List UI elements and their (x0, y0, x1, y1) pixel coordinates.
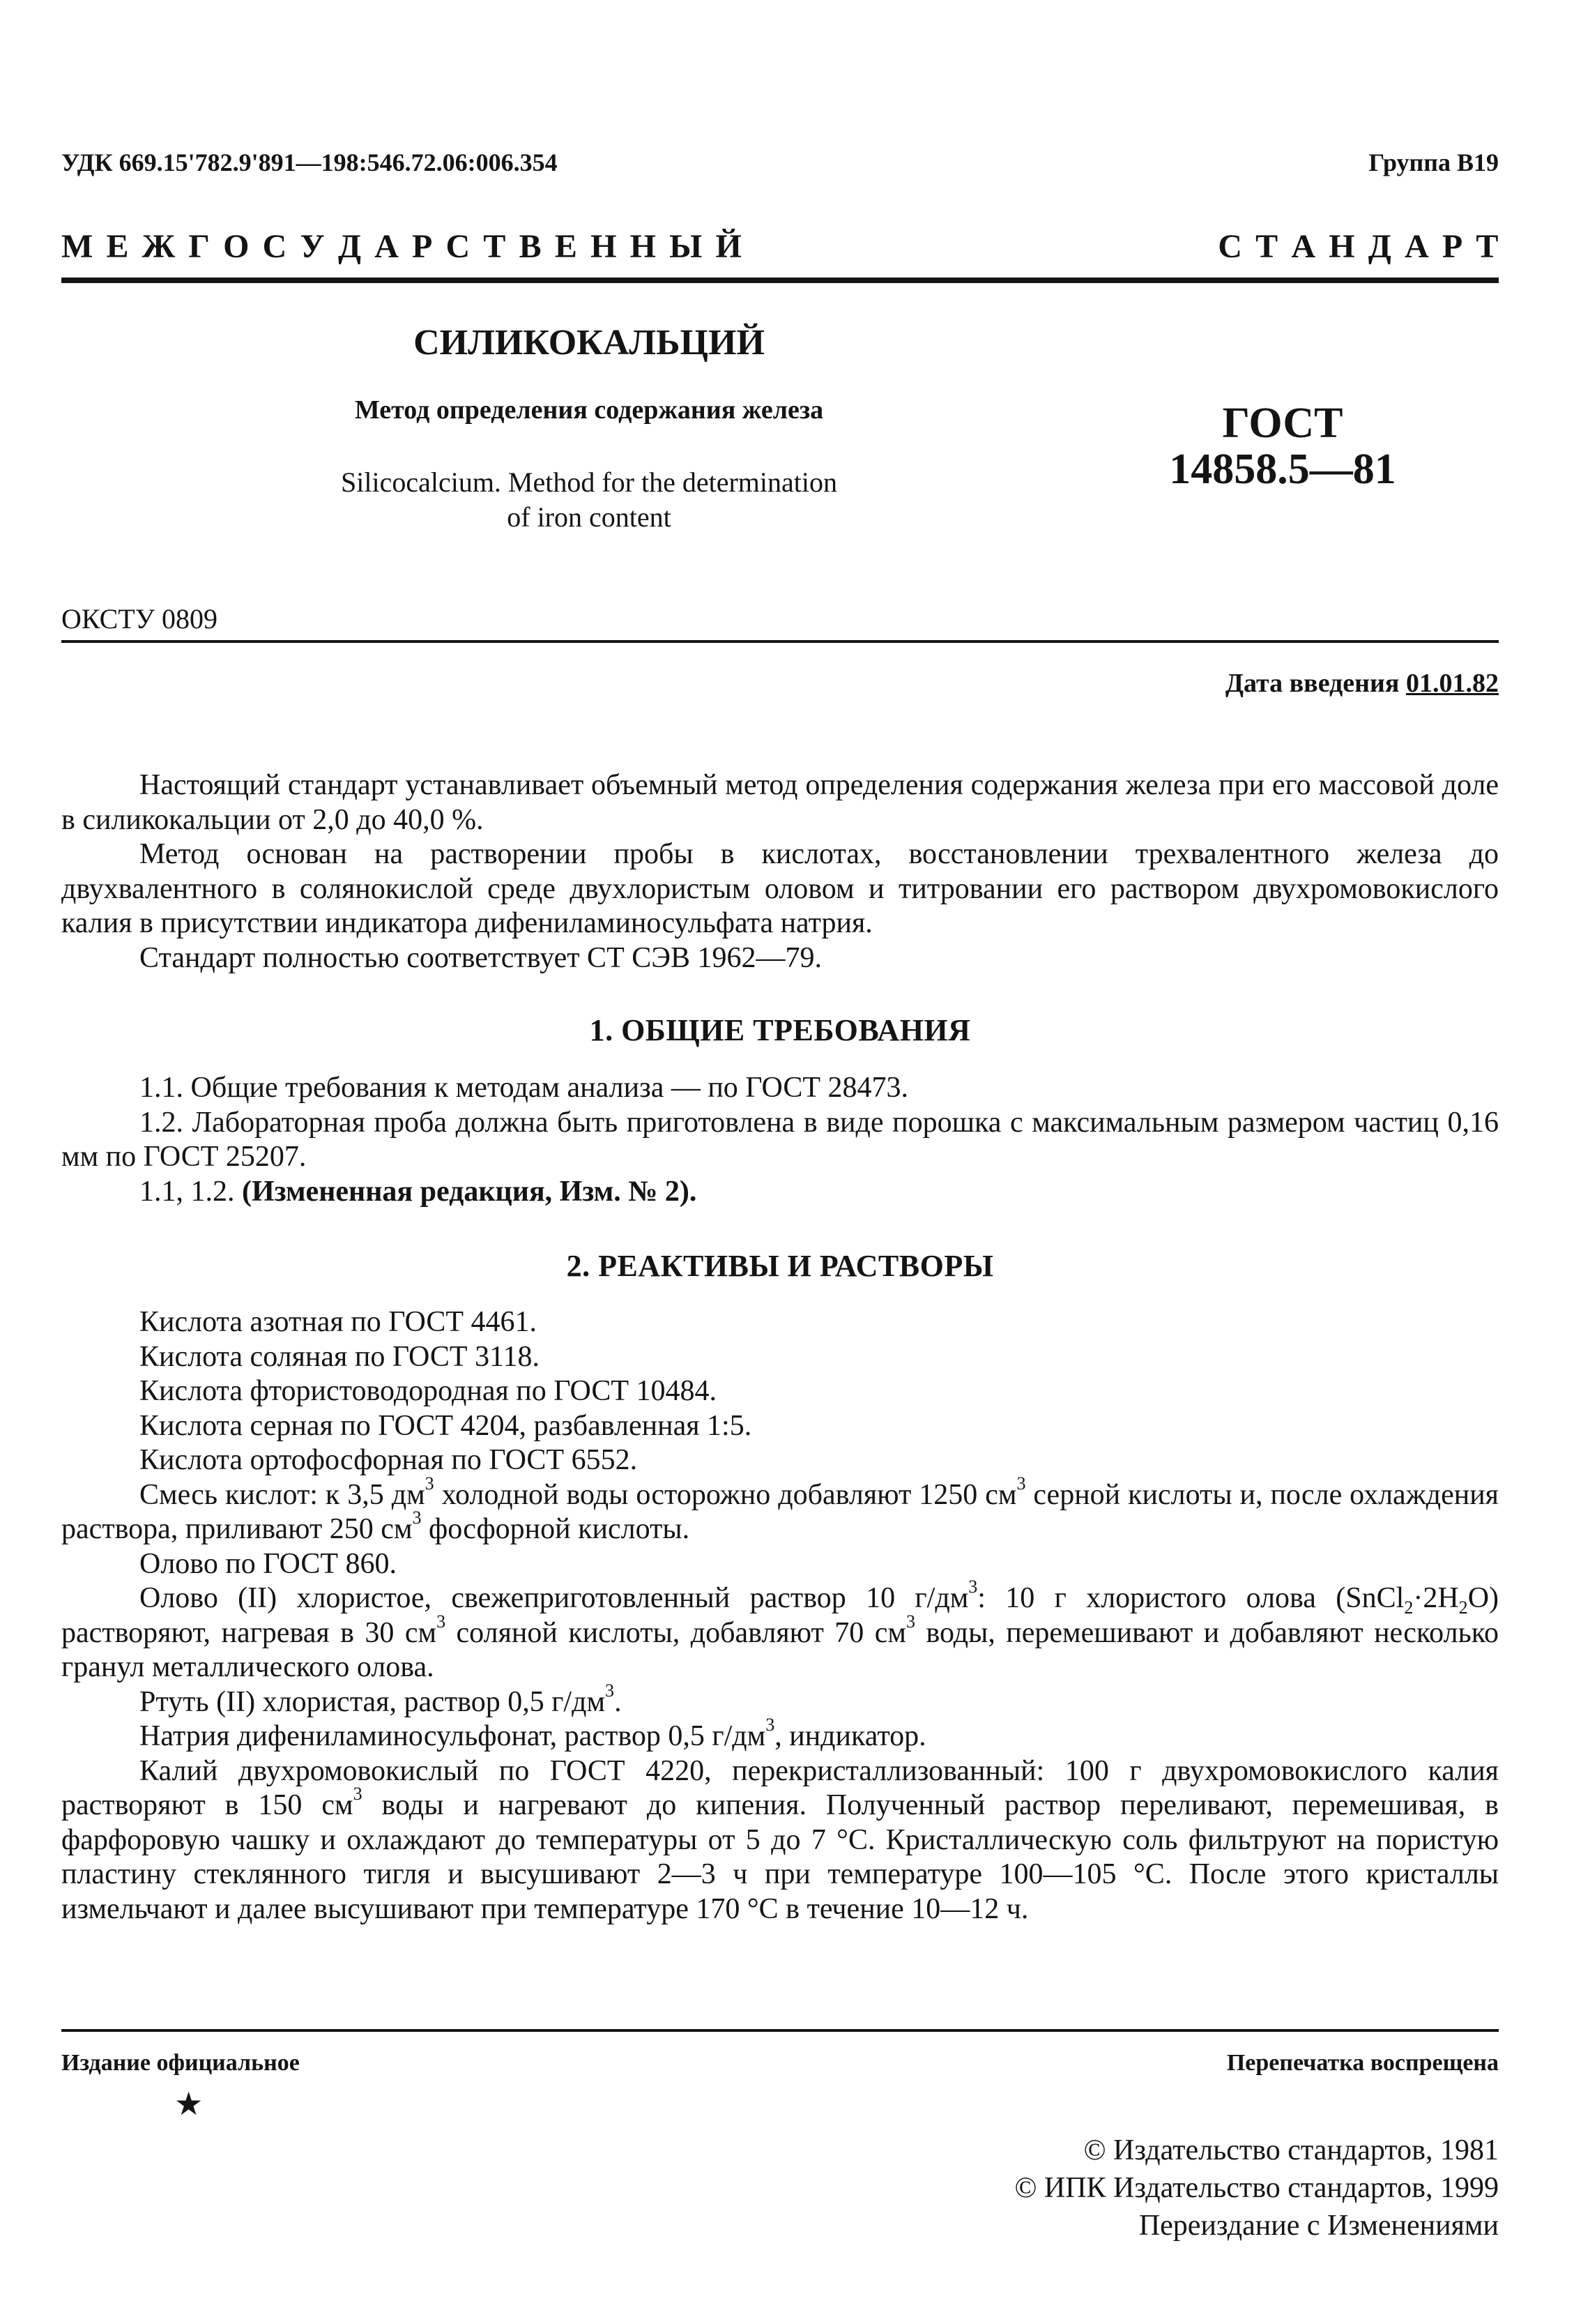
reagent-acid-mixture (61, 1473, 1499, 1547)
text: воды и нагревают до кипения. Полученный раствор переливают, перемешивая, в фарфоровую чашку и охлаждают до температуры от 5 до 7 °С. Кристаллическую соль фильтруют на пористую пластину стеклянного тигля и высушивают 2—3 ч при температуре 100—105 °С. После этого кристаллы измельчают и далее высушивают при температуре 170 °С в течение 10—12 ч. (61, 1789, 1499, 1925)
section-2-body (61, 1305, 1499, 1927)
official-edition-label: Издание официальное (61, 2050, 300, 2076)
document-subtitle: Метод определения содержания железа (354, 395, 824, 425)
superscript: 3 (412, 1507, 422, 1528)
text: Смесь кислот: к 3,5 дм (139, 1478, 425, 1511)
reagent-tin: Олово по ГОСТ 860. (139, 1547, 397, 1580)
footer-rule (61, 2029, 1499, 2032)
reprint-prohibited-label: Перепечатка воспрещена (1226, 2050, 1499, 2076)
okstu-rule (61, 640, 1499, 643)
introduction (61, 768, 1499, 975)
document-title: СИЛИКОКАЛЬЦИЙ (413, 323, 765, 363)
superscript: 3 (1016, 1473, 1026, 1494)
reagent-hydrochloric-acid: Кислота соляная по ГОСТ 3118. (139, 1340, 540, 1373)
section-1-heading: 1. ОБЩИЕ ТРЕБОВАНИЯ (589, 1013, 971, 1047)
okstu-code: ОКСТУ 0809 (61, 603, 218, 635)
intro-paragraph-2: Метод основан на растворении пробы в кислотах, восстановлении трехвалентного железа до двухвалентного в солянокислой среде двухлористым оловом и титровании его раствором двухромовокислого калия в присутствии индикатора дифениламиносульфата натрия. (61, 838, 1499, 939)
superscript: 3 (605, 1680, 615, 1701)
star-icon: ★ (174, 2086, 204, 2122)
udk-code: УДК 669.15'782.9'891—198:546.72.06:006.354 (61, 149, 558, 176)
superscript: 3 (968, 1577, 978, 1597)
text: ·2H (1413, 1582, 1459, 1614)
english-title-line2: of iron content (507, 501, 671, 533)
clause-1-2: 1.2. Лабораторная проба должна быть приготовлена в виде порошка с максимальным размером частиц 0,16 мм по ГОСТ 25207. (61, 1106, 1499, 1173)
text: холодной воды осторожно добавляют 1250 см (434, 1478, 1017, 1511)
introduction-date (1225, 668, 1499, 699)
standard-banner-left: М Е Ж Г О С У Д А Р С Т В Е Н Н Ы Й (61, 228, 742, 265)
reagent-hydrofluoric-acid: Кислота фтористоводородная по ГОСТ 10484. (139, 1375, 717, 1407)
text: : 10 г хлористого олова (SnCl (977, 1582, 1405, 1614)
reagent-tin-chloride (61, 1577, 1499, 1685)
intro-paragraph-1: Настоящий стандарт устанавливает объемный метод определения содержания железа при его массовой доле в силикокальции от 2,0 до 40,0 %. (61, 769, 1499, 836)
copyright-1999: © ИПК Издательство стандартов, 1999 (1014, 2172, 1499, 2204)
text: , индикатор. (774, 1720, 926, 1752)
subscript: 2 (1404, 1597, 1414, 1618)
amendment-text: (Измененная редакция, Изм. № 2). (242, 1175, 697, 1208)
group-code: Группа В19 (1368, 149, 1499, 176)
section-2-heading: 2. РЕАКТИВЫ И РАСТВОРЫ (566, 1249, 994, 1283)
copyright-1981: © Издательство стандартов, 1981 (1083, 2134, 1499, 2166)
text: фосфорной кислоты. (421, 1513, 690, 1545)
text: . (614, 1685, 622, 1718)
text: Натрия дифениламиносульфонат, раствор 0,5 г/дм (139, 1720, 766, 1752)
reissue-note: Переиздание с Изменениями (1138, 2210, 1499, 2242)
reagent-mercury-chloride (61, 1680, 1499, 1720)
superscript: 3 (765, 1715, 775, 1736)
reagent-phosphoric-acid: Кислота ортофосфорная по ГОСТ 6552. (139, 1444, 638, 1476)
amendment-note (61, 1175, 1499, 1210)
superscript: 3 (906, 1611, 915, 1632)
text: O) растворяют, нагревая в 30 см (61, 1582, 1499, 1649)
reagent-sulfuric-acid: Кислота серная по ГОСТ 4204, разбавленная 1:5. (139, 1409, 752, 1442)
text: серной кислоты и, после охлаждения раствора, приливают 250 см (61, 1478, 1499, 1545)
text: Олово (II) хлористое, свежеприготовленный раствор 10 г/дм (139, 1582, 969, 1614)
amendment-clauses: 1.1, 1.2. (139, 1175, 235, 1208)
gost-number: 14858.5—81 (1169, 446, 1396, 493)
standard-banner-right: С Т А Н Д А Р Т (1218, 228, 1499, 265)
reagent-nitric-acid: Кислота азотная по ГОСТ 4461. (139, 1306, 537, 1338)
gost-label: ГОСТ (1222, 400, 1343, 447)
intro-paragraph-3: Стандарт полностью соответствует СТ СЭВ 1962—79. (139, 941, 822, 974)
superscript: 3 (425, 1473, 434, 1494)
text: Калий двухромовокислый по ГОСТ 4220, перекристаллизованный: 100 г двухромовокислого калия растворяют в 150 см (61, 1754, 1499, 1821)
introduction-date-value: 01.01.82 (1406, 669, 1499, 698)
section-1-body (61, 1071, 1499, 1209)
text: соляной кислоты, добавляют 70 см (445, 1616, 906, 1649)
reagent-potassium-dichromate (61, 1754, 1499, 1927)
text: Ртуть (II) хлористая, раствор 0,5 г/дм (139, 1685, 606, 1718)
reagent-indicator (61, 1715, 1499, 1754)
clause-1-1: 1.1. Общие требования к методам анализа — по ГОСТ 28473. (139, 1072, 909, 1104)
superscript: 3 (353, 1784, 362, 1805)
superscript: 3 (436, 1611, 446, 1632)
text: воды, перемешивают и добавляют несколько гранул металлического олова. (61, 1616, 1499, 1683)
english-title-line1: Silicocalcium. Method for the determination (340, 466, 838, 498)
banner-rule (61, 278, 1499, 283)
introduction-date-label: Дата введения (1225, 669, 1400, 698)
subscript: 2 (1458, 1597, 1468, 1618)
